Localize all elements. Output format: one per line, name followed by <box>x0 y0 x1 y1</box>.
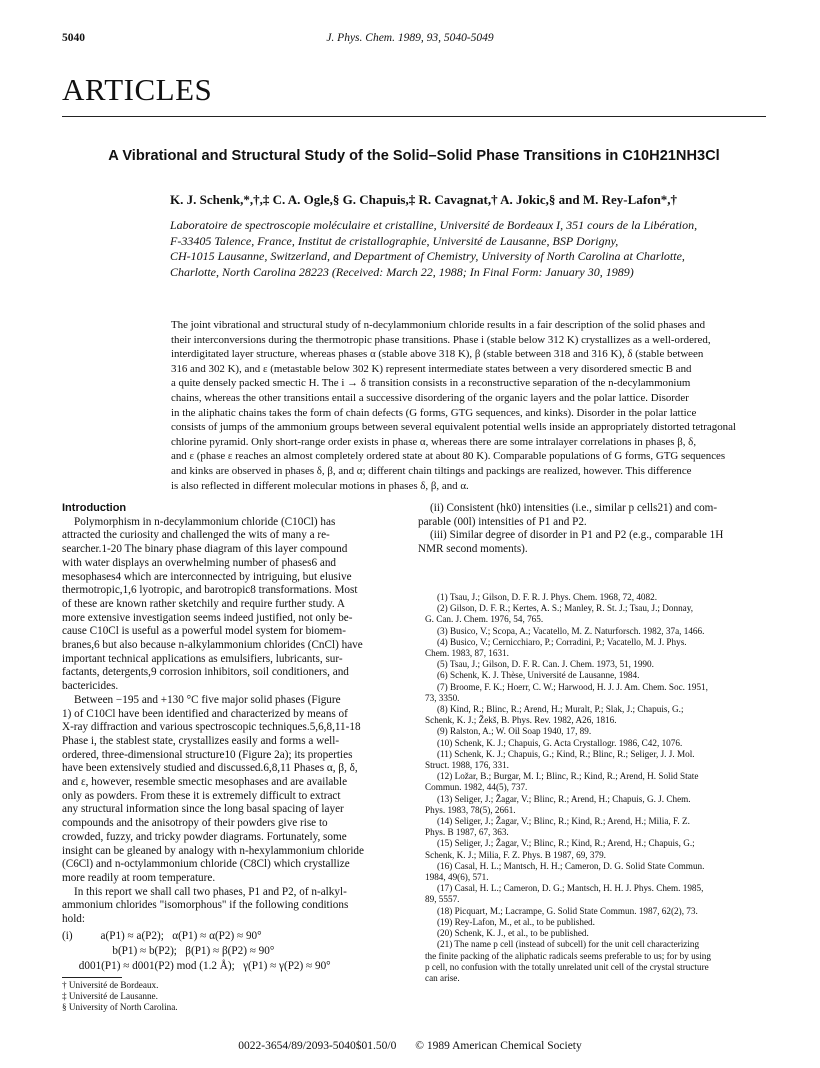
abstract-line: The joint vibrational and structural study of n-decylammonium chloride results in a fair description of the solid phases and <box>171 319 706 331</box>
abstract-line: their interconversions during the thermotropic phase transitions. Phase i (stable below 312 K) crystallizes as a well-ordered, <box>171 333 711 346</box>
body-line: important technical applications as emulsifiers, lubricants, sur- <box>62 652 343 665</box>
affiliation-line: Laboratoire de spectroscopie moléculaire et cristalline, Université de Bordeaux I, 351 cours de la Libération, <box>170 218 698 232</box>
reference-line: 89, 5557. <box>425 894 460 905</box>
journal-citation: J. Phys. Chem. 1989, 93, 5040-5049 <box>326 32 494 44</box>
copyright-notice: © 1989 American Chemical Society <box>415 1040 582 1052</box>
reference-line: (10) Schenk, K. J.; Chapuis, G. Acta Crystallogr. 1986, C42, 1076. <box>437 737 683 748</box>
abstract-line: interdigitated layer structure, whereas phases α (stable above 318 K), β (stable between 318 and 316 K), δ (stable between <box>171 348 704 361</box>
conditions-continued <box>418 502 766 557</box>
reference-line: (9) Ralston, A.; W. Oil Soap 1940, 17, 89. <box>437 726 592 737</box>
reference-line: (17) Casal, H. L.; Cameron, D. G.; Mantsch, H. H. J. Phys. Chem. 1985, <box>437 883 704 894</box>
affiliation-block <box>170 218 760 280</box>
condition-line: b(P1) ≈ b(P2); β(P1) ≈ β(P2) ≈ 90° <box>62 944 275 957</box>
reference-line: (7) Broome, F. K.; Hoerr, C. W.; Harwood, H. J. J. Am. Chem. Soc. 1951, <box>437 681 708 692</box>
condition-line: d001(P1) ≈ d001(P2) mod (1.2 Å); γ(P1) ≈ γ(P2) ≈ 90° <box>62 959 331 972</box>
reference-line: (21) The name p cell (instead of subcell) for the unit cell characterizing <box>437 939 700 950</box>
body-line: X-ray diffraction and various spectroscopic techniques.5,6,8,11-18 <box>62 721 361 734</box>
body-line: mesophases4 which are interconnected by intriguing, but elusive <box>62 570 352 583</box>
reference-line: (14) Seliger, J.; Žagar, V.; Blinc, R.; Kind, R.; Arend, H.; Milia, F. Z. <box>437 816 690 827</box>
footnote: ‡ Université de Lausanne. <box>62 991 158 1001</box>
abstract-line: and ε (phase ε reaches an almost completely ordered state at about 80 K). Comparable populations of G forms, GTG sequences <box>171 450 726 463</box>
reference-line: can arise. <box>425 972 460 983</box>
reference-line: p cell, no confusion with the totally unrelated unit cell of the crystal structure <box>425 961 709 972</box>
abstract-line: and kinks are observed in phases δ, β, and α; different chain tiltings and packings are realized, however. This difference <box>171 464 692 477</box>
abstract-line: in the aliphatic chains takes the form of chain defects (G forms, GTG sequences, and kinks). Disorder in the polar lattice <box>171 406 697 419</box>
body-line: compounds and the anisotropy of their powders give rise to <box>62 817 328 830</box>
body-line: parable (00l) intensities of P1 and P2. <box>418 515 587 528</box>
author-list: K. J. Schenk,*,†,‡ C. A. Ogle,§ G. Chapuis,‡ R. Cavagnat,† A. Jokic,§ and M. Rey-Lafon*,† <box>170 192 678 207</box>
abstract-line: chlorine pyramid. Only short-range order exists in phase α, whereas there are some intralayer correlations in phases β, δ, <box>171 435 697 448</box>
body-line: insight can be gleaned by analogy with n-hexylammonium chloride <box>62 844 364 857</box>
reference-line: (8) Kind, R.; Blinc, R.; Arend, H.; Muralt, P.; Slak, J.; Chapuis, G.; <box>437 704 684 715</box>
section-heading: Introduction <box>62 502 127 514</box>
reference-line: (4) Busico, V.; Cernicchiaro, P.; Corradini, P.; Vacatello, M. J. Phys. <box>437 636 687 647</box>
affiliation-line: F-33405 Talence, France, Institut de cristallographie, Université de Lausanne, BSP Dorigny, <box>170 233 619 248</box>
reference-line: Schenk, K. J.; Milia, F. Z. Phys. B 1987, 69, 379. <box>425 849 606 860</box>
reference-line: (19) Rey-Lafon, M., et al., to be published. <box>437 916 595 927</box>
body-line: more extensive investigation seems indeed justified, not only be- <box>62 611 353 624</box>
page-footer <box>0 1040 820 1052</box>
reference-line: G. Can. J. Chem. 1976, 54, 765. <box>425 614 544 625</box>
reference-line: (5) Tsau, J.; Gilson, D. F. R. Can. J. Chem. 1973, 51, 1990. <box>437 659 654 670</box>
reference-line: Phys. B 1987, 67, 363. <box>425 827 509 838</box>
body-line: (C6Cl) and n-octylammonium chloride (C8Cl) which crystallize <box>62 858 350 871</box>
reference-line: (15) Seliger, J.; Žagar, V.; Blinc, R.; Kind, R.; Arend, H.; Chapuis, G.; <box>437 838 695 849</box>
body-line: attracted the curiosity and challenged the wits of many a re- <box>62 529 330 542</box>
body-line: bactericides. <box>62 680 119 693</box>
isomorphism-conditions <box>62 929 402 974</box>
footnote-separator <box>62 977 122 978</box>
reference-line: (1) Tsau, J.; Gilson, D. F. R. J. Phys. Chem. 1968, 72, 4082. <box>437 592 657 602</box>
body-line: Phase i, the stablest state, crystallizes easily and forms a well- <box>62 734 340 747</box>
body-line: (iii) Similar degree of disorder in P1 and P2 (e.g., comparable 1H <box>430 529 724 542</box>
article-title: A Vibrational and Structural Study of the Solid–Solid Phase Transitions in C10H21NH3Cl <box>108 148 720 164</box>
body-line: only as powders. From these it is extremely difficult to extract <box>62 789 341 802</box>
reference-line: 73, 3350. <box>425 692 460 703</box>
body-line: thermotropic,1,6 lyotropic, and barotropic8 transformations. Most <box>62 584 358 597</box>
abstract-line: a quite densely packed smectic H. The i → δ transition consists in a reconstructive separation of the n-decylammonium <box>171 377 691 390</box>
abstract-line: chains, whereas the other transitions entail a successive disordering of the organic layers and the polar lattice. Disorder <box>171 391 689 404</box>
reference-line: the finite packing of the aliphatic radicals seems preferable to us; for by using <box>425 950 711 961</box>
body-line: Polymorphism in n-decylammonium chloride (C10Cl) has <box>74 515 336 528</box>
price-code: 0022-3654/89/2093-5040$01.50/0 <box>238 1040 397 1052</box>
body-line: any structural information since the long basal spacing of layer <box>62 803 344 816</box>
body-line: searcher.1-20 The binary phase diagram of this layer compound <box>62 543 348 556</box>
reference-line: (18) Picquart, M.; Lacrampe, G. Solid State Commun. 1987, 62(2), 73. <box>437 905 698 916</box>
page-number: 5040 <box>62 32 85 44</box>
body-line: Between −195 and +130 °C five major solid phases (Figure <box>74 693 341 706</box>
reference-line: (3) Busico, V.; Scopa, A.; Vacatello, M. Z. Naturforsch. 1982, 37a, 1466. <box>437 625 705 636</box>
body-line: and ε, however, resemble smectic mesophases and are available <box>62 776 348 789</box>
body-line: of these are known rather sketchily and require further study. A <box>62 597 345 610</box>
body-line: ammonium chlorides "isomorphous" if the following conditions <box>62 899 349 912</box>
body-line: NMR second moments). <box>418 543 528 556</box>
abstract-line: is also reflected in different molecular motions in phases δ, β, and α. <box>171 479 469 492</box>
footnote: † Université de Bordeaux. <box>62 979 159 990</box>
footnote: § University of North Carolina. <box>62 1002 178 1013</box>
body-line: crowded, fuzzy, and tricky powder diagrams. Fortunately, some <box>62 830 347 843</box>
body-line: more readily at room temperature. <box>62 871 216 884</box>
reference-line: (13) Seliger, J.; Žagar, V.; Blinc, R.; Arend, H.; Chapuis, G. J. Chem. <box>437 793 691 804</box>
reference-line: 1984, 49(6), 571. <box>425 872 489 883</box>
reference-line: Commun. 1982, 44(5), 737. <box>425 782 528 793</box>
abstract <box>171 318 765 493</box>
body-line: factants, detergents,9 corrosion inhibitors, soil conditioners, and <box>62 666 349 679</box>
title-rule-top <box>62 116 766 117</box>
body-line: In this report we shall call two phases, P1 and P2, of n-alkyl- <box>74 885 347 898</box>
left-column <box>62 502 402 1013</box>
section-title: ARTICLES <box>62 72 213 107</box>
body-line: (ii) Consistent (hk0) intensities (i.e., similar p cells21) and com- <box>430 502 718 514</box>
body-line: hold: <box>62 913 85 926</box>
reference-line: (20) Schenk, K. J., et al., to be published. <box>437 928 589 939</box>
affiliation-footnotes <box>62 980 402 1014</box>
reference-line: (11) Schenk, K. J.; Chapuis, G.; Kind, R.; Blinc, R.; Seliger, J. J. Mol. <box>437 748 695 759</box>
reference-list <box>425 592 765 984</box>
reference-line: Schenk, K. J.; Žekš, B. Phys. Rev. 1982, A26, 1816. <box>425 715 617 726</box>
reference-line: Chem. 1983, 87, 1631. <box>425 648 509 659</box>
condition-line: (i) a(P1) ≈ a(P2); α(P1) ≈ α(P2) ≈ 90° <box>62 929 262 942</box>
reference-line: (6) Schenk, K. J. Thèse, Université de Lausanne, 1984. <box>437 670 640 681</box>
body-line: ordered, three-dimensional structure10 (Figure 2a); its properties <box>62 748 353 761</box>
body-line: have been extensively studied and discussed.6,8,11 Phases α, β, δ, <box>62 762 358 775</box>
body-line: cause C10Cl is useful as a powerful model system for biomem- <box>62 625 346 638</box>
affiliation-line: Charlotte, North Carolina 28223 (Received: March 22, 1988; In Final Form: January 30, 1989) <box>170 264 634 279</box>
body-line: with water displays an overwhelming number of phases6 and <box>62 556 337 569</box>
reference-line: (12) Ložar, B.; Burgar, M. I.; Blinc, R.; Kind, R.; Arend, H. Solid State <box>437 771 699 782</box>
reference-line: (2) Gilson, D. F. R.; Kertes, A. S.; Manley, R. St. J.; Tsau, J.; Donnay, <box>437 603 694 614</box>
reference-line: Struct. 1988, 176, 331. <box>425 760 509 771</box>
body-line: branes,6 but also because n-alkylammonium chlorides (CnCl) have <box>62 639 363 652</box>
body-line: 1) of C10Cl have been identified and characterized by means of <box>62 707 348 720</box>
introduction-body <box>62 516 402 927</box>
reference-line: Phys. 1983, 78(5), 2661. <box>425 804 516 815</box>
reference-line: (16) Casal, H. L.; Mantsch, H. H.; Cameron, D. G. Solid State Commun. <box>437 860 705 871</box>
affiliation-line: CH-1015 Lausanne, Switzerland, and Department of Chemistry, University of North Carolina at Charlotte, <box>170 249 685 263</box>
abstract-line: 316 and 302 K), and ε (metastable below 302 K) represent intermediate states between a very disordered smectic B and <box>171 362 692 375</box>
abstract-line: consists of jumps of the ammonium groups between several equivalent potential wells inside an appropriately distorted tetragonal <box>171 421 736 434</box>
right-column <box>418 502 766 557</box>
